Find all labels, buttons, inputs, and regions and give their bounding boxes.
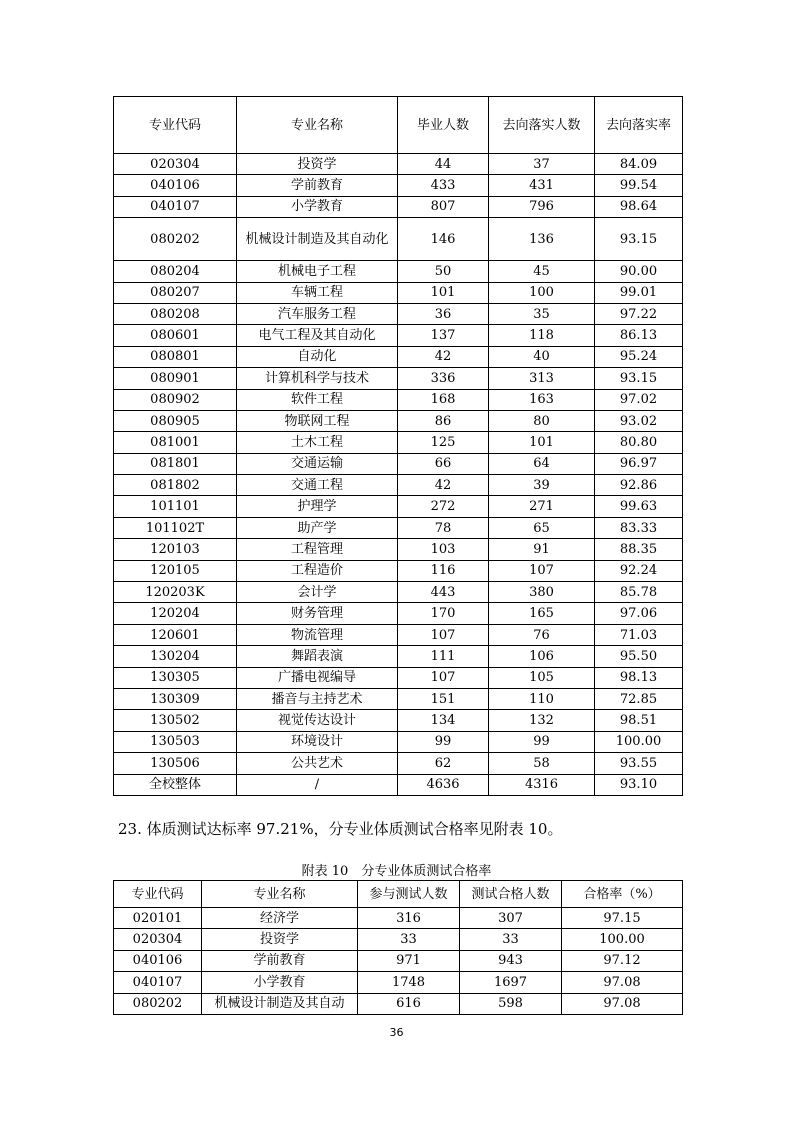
rate-cell: 96.97 [595,453,683,474]
rate-cell: 84.09 [595,154,683,175]
count-cell: 101 [489,432,595,453]
rate-cell: 93.15 [595,368,683,389]
major-code-cell: 080801 [114,346,237,367]
major-name-cell: 学前教育 [202,950,358,971]
table-row [114,475,683,496]
major-name-cell: 计算机科学与技术 [237,368,398,389]
major-name-cell: 小学教育 [237,196,398,217]
table-row [114,710,683,731]
table-row [114,929,683,950]
header-major-name: 专业名称 [202,881,358,908]
rate-cell: 83.33 [595,517,683,538]
major-code-cell: 130506 [114,753,237,774]
major-code-cell: 130309 [114,688,237,709]
table-row [114,346,683,367]
major-code-cell: 130204 [114,646,237,667]
count-cell: 118 [489,325,595,346]
count-cell: 134 [398,710,489,731]
count-cell: 137 [398,325,489,346]
rate-cell: 99.01 [595,282,683,303]
count-cell: 101 [398,282,489,303]
major-name-cell: 工程管理 [237,539,398,560]
major-name-cell: 土木工程 [237,432,398,453]
major-name-cell: 小学教育 [202,972,358,993]
major-code-cell: 120103 [114,539,237,560]
header-major-code: 专业代码 [114,881,202,908]
major-name-cell: 机械设计制造及其自动化 [237,218,398,261]
rate-cell: 97.22 [595,303,683,324]
count-cell: 42 [398,346,489,367]
rate-cell: 97.02 [595,389,683,410]
major-code-cell: 080905 [114,410,237,431]
rate-cell: 92.86 [595,475,683,496]
major-code-cell: 040106 [114,950,202,971]
count-cell: 1748 [358,972,460,993]
major-code-cell: 全校整体 [114,774,237,795]
major-name-cell: 机械电子工程 [237,261,398,282]
count-cell: 58 [489,753,595,774]
count-cell: 598 [460,993,562,1014]
count-cell: 132 [489,710,595,731]
table-row [114,972,683,993]
rate-cell: 100.00 [595,731,683,752]
count-cell: 99 [489,731,595,752]
table-row [114,603,683,624]
major-code-cell: 020304 [114,154,237,175]
count-cell: 86 [398,410,489,431]
count-cell: 91 [489,539,595,560]
major-name-cell: 助产学 [237,517,398,538]
count-cell: 44 [398,154,489,175]
count-cell: 45 [489,261,595,282]
major-name-cell: 舞蹈表演 [237,646,398,667]
count-cell: 313 [489,368,595,389]
count-cell: 431 [489,175,595,196]
table-row [114,517,683,538]
count-cell: 151 [398,688,489,709]
table-row [114,282,683,303]
major-code-cell: 080901 [114,368,237,389]
major-name-cell: 播音与主持艺术 [237,688,398,709]
count-cell: 99 [398,731,489,752]
count-cell: 66 [398,453,489,474]
table-row [114,667,683,688]
count-cell: 443 [398,582,489,603]
major-name-cell: 软件工程 [237,389,398,410]
table-row [114,539,683,560]
table-header-row [114,97,683,154]
count-cell: 170 [398,603,489,624]
count-cell: 107 [398,624,489,645]
count-cell: 971 [358,950,460,971]
rate-cell: 100.00 [562,929,683,950]
count-cell: 165 [489,603,595,624]
count-cell: 50 [398,261,489,282]
header-placement-rate: 去向落实率 [595,97,683,154]
rate-cell: 88.35 [595,539,683,560]
rate-cell: 95.50 [595,646,683,667]
major-code-cell: 120105 [114,560,237,581]
major-name-cell: 投资学 [202,929,358,950]
major-code-cell: 130503 [114,731,237,752]
major-code-cell: 080208 [114,303,237,324]
major-code-cell: 080601 [114,325,237,346]
count-cell: 316 [358,908,460,929]
count-cell: 943 [460,950,562,971]
header-major-name: 专业名称 [237,97,398,154]
table-row [114,950,683,971]
fitness-paragraph: 23. 体质测试达标率 97.21%，分专业体质测试合格率见附表 10。 [118,820,563,838]
count-cell: 62 [398,753,489,774]
count-cell: 4636 [398,774,489,795]
major-name-cell: 经济学 [202,908,358,929]
count-cell: 163 [489,389,595,410]
count-cell: 105 [489,667,595,688]
major-code-cell: 020304 [114,929,202,950]
table-row [114,154,683,175]
count-cell: 168 [398,389,489,410]
header-passed: 测试合格人数 [460,881,562,908]
count-cell: 100 [489,282,595,303]
table-row [114,908,683,929]
table10-caption: 附表 10 分专业体质测试合格率 [301,864,492,879]
count-cell: 380 [489,582,595,603]
rate-cell: 97.12 [562,950,683,971]
major-code-cell: 120203K [114,582,237,603]
major-code-cell: 101101 [114,496,237,517]
table-row [114,496,683,517]
count-cell: 116 [398,560,489,581]
count-cell: 103 [398,539,489,560]
rate-cell: 86.13 [595,325,683,346]
major-code-cell: 130305 [114,667,237,688]
table-row [114,218,683,261]
table-row [114,560,683,581]
header-participants: 参与测试人数 [358,881,460,908]
major-name-cell: 交通工程 [237,475,398,496]
table-row [114,688,683,709]
count-cell: 336 [398,368,489,389]
count-cell: 107 [489,560,595,581]
count-cell: 64 [489,453,595,474]
rate-cell: 98.64 [595,196,683,217]
fitness-test-table [113,880,683,1015]
table-row [114,389,683,410]
table-row [114,261,683,282]
count-cell: 433 [398,175,489,196]
rate-cell: 93.15 [595,218,683,261]
major-code-cell: 120204 [114,603,237,624]
rate-cell: 71.03 [595,624,683,645]
major-code-cell: 040107 [114,196,237,217]
count-cell: 35 [489,303,595,324]
count-cell: 796 [489,196,595,217]
graduate-destination-table [113,96,683,796]
major-code-cell: 101102T [114,517,237,538]
major-name-cell: 财务管理 [237,603,398,624]
major-code-cell: 080202 [114,218,237,261]
major-code-cell: 080207 [114,282,237,303]
table-row [114,646,683,667]
rate-cell: 98.13 [595,667,683,688]
count-cell: 1697 [460,972,562,993]
table-row [114,453,683,474]
major-name-cell: 视觉传达设计 [237,710,398,731]
count-cell: 33 [358,929,460,950]
count-cell: 111 [398,646,489,667]
page-number: 36 [389,1026,404,1039]
rate-cell: 97.15 [562,908,683,929]
table-row [114,993,683,1014]
count-cell: 125 [398,432,489,453]
count-cell: 36 [398,303,489,324]
rate-cell: 93.55 [595,753,683,774]
rate-cell: 72.85 [595,688,683,709]
major-name-cell: 工程造价 [237,560,398,581]
major-code-cell: 120601 [114,624,237,645]
header-major-code: 专业代码 [114,97,237,154]
rate-cell: 99.54 [595,175,683,196]
major-name-cell: 机械设计制造及其自动 [202,993,358,1014]
major-name-cell: 学前教育 [237,175,398,196]
count-cell: 110 [489,688,595,709]
rate-cell: 99.63 [595,496,683,517]
count-cell: 616 [358,993,460,1014]
count-cell: 42 [398,475,489,496]
rate-cell: 97.06 [595,603,683,624]
major-name-cell: / [237,774,398,795]
major-name-cell: 环境设计 [237,731,398,752]
table-row [114,368,683,389]
count-cell: 136 [489,218,595,261]
major-name-cell: 自动化 [237,346,398,367]
count-cell: 40 [489,346,595,367]
major-code-cell: 081801 [114,453,237,474]
table-row [114,624,683,645]
count-cell: 78 [398,517,489,538]
major-name-cell: 物联网工程 [237,410,398,431]
rate-cell: 97.08 [562,993,683,1014]
rate-cell: 95.24 [595,346,683,367]
count-cell: 272 [398,496,489,517]
rate-cell: 97.08 [562,972,683,993]
major-name-cell: 投资学 [237,154,398,175]
count-cell: 33 [460,929,562,950]
count-cell: 4316 [489,774,595,795]
count-cell: 106 [489,646,595,667]
major-code-cell: 081802 [114,475,237,496]
table-row [114,175,683,196]
table-row [114,303,683,324]
table-header-row [114,881,683,908]
major-code-cell: 020101 [114,908,202,929]
rate-cell: 93.02 [595,410,683,431]
rate-cell: 93.10 [595,774,683,795]
rate-cell: 98.51 [595,710,683,731]
major-code-cell: 040106 [114,175,237,196]
major-name-cell: 物流管理 [237,624,398,645]
major-name-cell: 电气工程及其自动化 [237,325,398,346]
header-pass-rate: 合格率（%） [562,881,683,908]
table-row [114,432,683,453]
major-name-cell: 车辆工程 [237,282,398,303]
count-cell: 807 [398,196,489,217]
major-code-cell: 081001 [114,432,237,453]
major-name-cell: 汽车服务工程 [237,303,398,324]
major-code-cell: 130502 [114,710,237,731]
table-row [114,196,683,217]
major-code-cell: 080204 [114,261,237,282]
major-name-cell: 广播电视编导 [237,667,398,688]
table-row [114,582,683,603]
rate-cell: 90.00 [595,261,683,282]
count-cell: 307 [460,908,562,929]
count-cell: 37 [489,154,595,175]
major-code-cell: 040107 [114,972,202,993]
rate-cell: 92.24 [595,560,683,581]
major-name-cell: 护理学 [237,496,398,517]
table-row [114,410,683,431]
major-code-cell: 080902 [114,389,237,410]
count-cell: 271 [489,496,595,517]
table-row [114,731,683,752]
major-name-cell: 交通运输 [237,453,398,474]
rate-cell: 85.78 [595,582,683,603]
major-code-cell: 080202 [114,993,202,1014]
major-name-cell: 公共艺术 [237,753,398,774]
count-cell: 76 [489,624,595,645]
count-cell: 65 [489,517,595,538]
header-graduates: 毕业人数 [398,97,489,154]
header-placed: 去向落实人数 [489,97,595,154]
major-name-cell: 会计学 [237,582,398,603]
rate-cell: 80.80 [595,432,683,453]
table-row [114,753,683,774]
count-cell: 39 [489,475,595,496]
count-cell: 146 [398,218,489,261]
count-cell: 80 [489,410,595,431]
table-row [114,325,683,346]
table-row [114,774,683,795]
count-cell: 107 [398,667,489,688]
